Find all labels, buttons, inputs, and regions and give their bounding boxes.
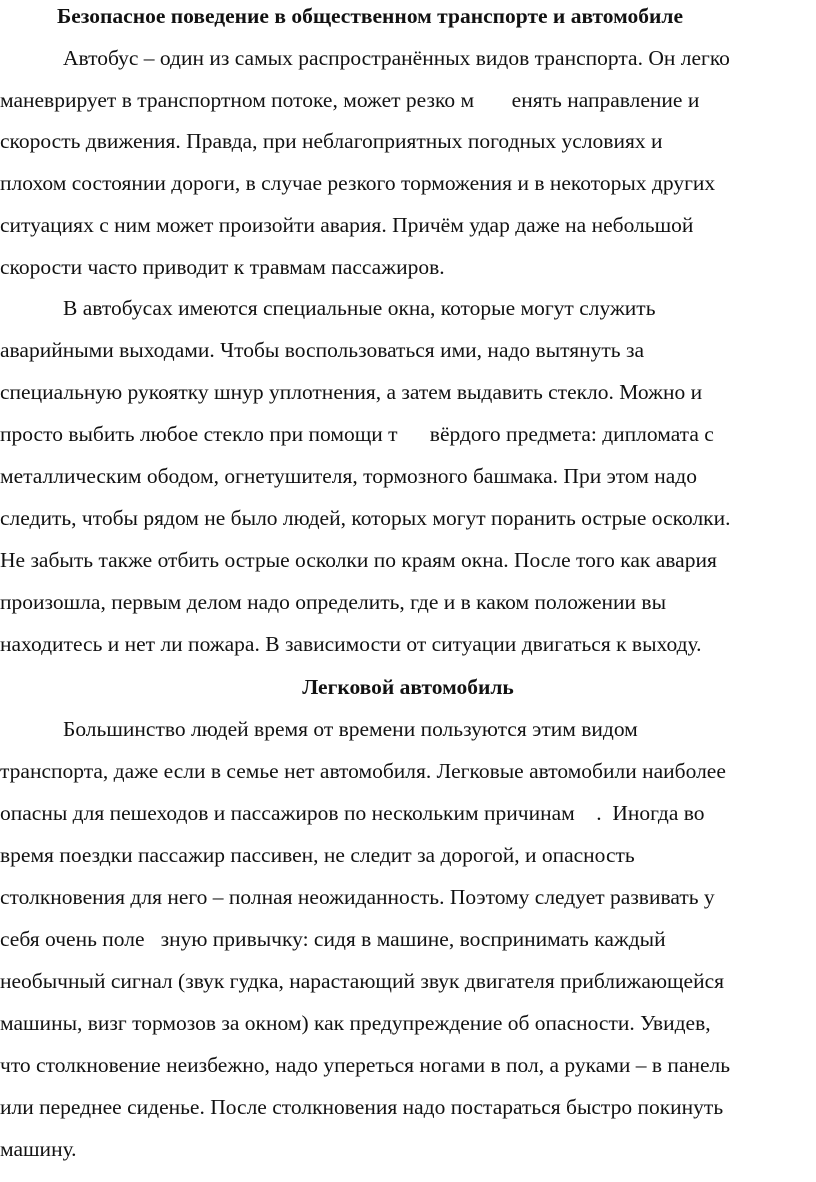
section-subheading: Легковой автомобиль (302, 675, 514, 699)
paragraph-line: или переднее сиденье. После столкновения надо постараться быстро покинуть (0, 1095, 724, 1119)
paragraph-line: произошла, первым делом надо определить, где и в каком положении вы (0, 590, 667, 614)
paragraph-line: аварийными выходами. Чтобы воспользоваться ими, надо вытянуть за (0, 338, 645, 362)
paragraph-line: скорости часто приводит к травмам пассажиров. (0, 255, 445, 279)
paragraph-line: себя очень поле зную привычку: сидя в машине, воспринимать каждый (0, 927, 666, 951)
paragraph-line: просто выбить любое стекло при помощи т вёрдого предмета: дипломата с (0, 422, 714, 446)
paragraph-line: столкновения для него – полная неожиданность. Поэтому следует развивать у (0, 885, 715, 909)
paragraph-line: находитесь и нет ли пожара. В зависимости от ситуации двигаться к выходу. (0, 632, 702, 656)
paragraph-line: машины, визг тормозов за окном) как предупреждение об опасности. Увидев, (0, 1011, 711, 1035)
paragraph-line: Большинство людей время от времени пользуются этим видом (63, 717, 638, 741)
document-title: Безопасное поведение в общественном транспорте и автомобиле (57, 4, 683, 28)
paragraph-line: ситуациях с ним может произойти авария. Причём удар даже на небольшой (0, 213, 694, 237)
paragraph-line: машину. (0, 1137, 77, 1161)
paragraph-line: следить, чтобы рядом не было людей, которых могут поранить острые осколки. (0, 506, 731, 530)
paragraph-line: В автобусах имеются специальные окна, которые могут служить (63, 296, 656, 320)
paragraph-line: опасны для пешеходов и пассажиров по нескольким причинам . Иногда во (0, 801, 705, 825)
paragraph-line: что столкновение неизбежно, надо упереться ногами в пол, а руками – в панель (0, 1053, 731, 1077)
paragraph-line: маневрирует в транспортном потоке, может резко м енять направление и (0, 88, 700, 112)
paragraph-line: необычный сигнал (звук гудка, нарастающий звук двигателя приближающейся (0, 969, 725, 993)
paragraph-line: Не забыть также отбить острые осколки по краям окна. После того как авария (0, 548, 717, 572)
paragraph-line: время поездки пассажир пассивен, не следит за дорогой, и опасность (0, 843, 635, 867)
paragraph-line: транспорта, даже если в семье нет автомобиля. Легковые автомобили наиболее (0, 759, 726, 783)
paragraph-line: плохом состоянии дороги, в случае резкого торможения и в некоторых других (0, 171, 716, 195)
paragraph-line: Автобус – один из самых распространённых видов транспорта. Он легко (63, 46, 730, 70)
paragraph-line: скорость движения. Правда, при неблагоприятных погодных условиях и (0, 129, 663, 153)
paragraph-line: металлическим ободом, огнетушителя, тормозного башмака. При этом надо (0, 464, 697, 488)
paragraph-line: специальную рукоятку шнур уплотнения, а затем выдавить стекло. Можно и (0, 380, 703, 404)
